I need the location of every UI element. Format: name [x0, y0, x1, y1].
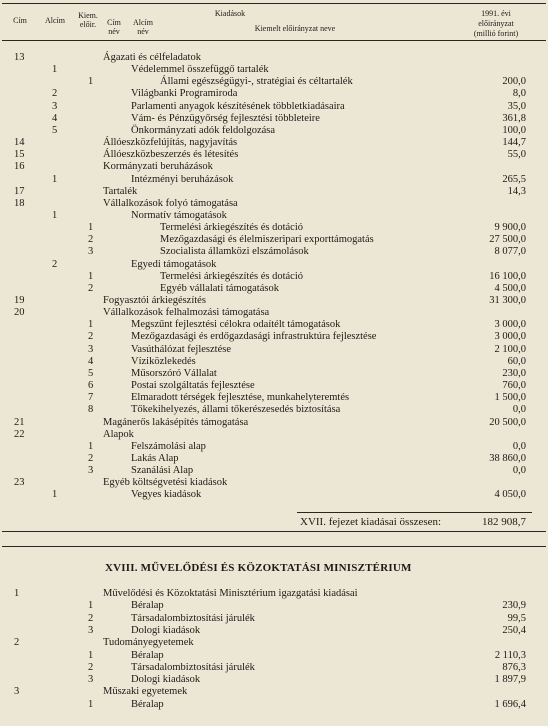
row-amount: 361,8: [502, 112, 526, 124]
table-row: [0, 368, 548, 379]
row-item-name: Postai szolgáltatás fejlesztése: [131, 380, 255, 392]
header-top-rule: [2, 3, 546, 4]
row-item-name: Béralap: [131, 600, 164, 612]
total-amount: 182 908,7: [482, 516, 526, 528]
row-alcim-number: 1: [52, 64, 58, 76]
row-alcim-number: 2: [52, 88, 58, 100]
table-row: [0, 198, 548, 209]
row-cim-number: 14: [14, 137, 25, 149]
table-row: [0, 331, 548, 342]
row-amount: 9 900,0: [494, 222, 526, 234]
row-eloir-number: 2: [88, 331, 94, 343]
row-item-name: Vegyes kiadások: [131, 489, 202, 501]
row-eloir-number: 2: [88, 661, 94, 673]
row-eloir-number: 3: [88, 343, 94, 355]
row-item-name: Béralap: [131, 649, 164, 661]
table-row: [0, 283, 548, 294]
table-row: [0, 356, 548, 367]
row-cim-number: 13: [14, 52, 25, 63]
row-eloir-number: 5: [88, 367, 94, 379]
row-eloir-number: 3: [88, 674, 94, 686]
row-item-name: Kormányzati beruházások: [103, 161, 213, 173]
row-item-name: Szanálási Alap: [131, 465, 194, 477]
row-item-name: Víziközlekedés: [131, 355, 196, 367]
row-item-name: Mezőgazdasági és élelmiszeripari exporttámogatás: [160, 234, 374, 246]
row-eloir-number: 8: [88, 404, 94, 416]
row-item-name: Védelemmel összefüggő tartalék: [131, 64, 269, 76]
row-item-name: Alapok: [103, 428, 134, 440]
row-amount: 8,0: [512, 88, 526, 100]
row-item-name: Egyedi támogatások: [131, 258, 217, 270]
row-amount: 14,3: [507, 185, 526, 197]
row-amount: 0,0: [512, 440, 526, 452]
table-row: [0, 686, 548, 697]
row-alcim-number: 1: [52, 173, 58, 185]
row-eloir-number: 1: [88, 319, 94, 331]
row-item-name: Ágazati és célfeladatok: [103, 52, 201, 63]
table-row: [0, 699, 548, 710]
table-row: [0, 76, 548, 87]
row-item-name: Elmaradott térségek fejlesztése, munkahelyteremtés: [131, 392, 350, 404]
header-alcim-nev: Alcím név: [133, 18, 153, 36]
table-row: [0, 588, 548, 599]
row-alcim-number: 3: [52, 100, 58, 112]
table-row: [0, 161, 548, 172]
row-item-name: Parlamenti anyagok készítésének többletkiadásaira: [131, 100, 345, 112]
row-amount: 250,4: [502, 624, 526, 636]
row-alcim-number: 5: [52, 124, 58, 136]
row-eloir-number: 2: [88, 234, 94, 246]
row-item-name: Normatív támogatások: [131, 209, 227, 221]
header-cim: Cím: [13, 16, 27, 25]
row-item-name: Szocialista államközi elszámolások: [160, 246, 309, 258]
row-item-name: Világbanki Programiroda: [131, 88, 238, 100]
table-row: [0, 429, 548, 440]
row-eloir-number: 4: [88, 355, 94, 367]
row-item-name: Dologi kiadások: [131, 674, 201, 686]
row-item-name: Mezőgazdasági és erdőgazdasági infrastruktúra fejlesztése: [131, 331, 377, 343]
row-amount: 20 500,0: [489, 416, 526, 428]
table-row: [0, 380, 548, 391]
row-item-name: Termelési árkiegészítés és dotáció: [160, 270, 303, 282]
row-item-name: Műsorszóró Vállalat: [131, 367, 217, 379]
table-row: [0, 234, 548, 245]
row-amount: 1 500,0: [494, 392, 526, 404]
total-label: XVII. fejezet kiadásai összesen:: [300, 516, 442, 528]
row-amount: 265,5: [502, 173, 526, 185]
table-row: [0, 662, 548, 673]
row-item-name: Vasúthálózat fejlesztése: [131, 343, 231, 355]
row-item-name: Állami egészségügyi-, stratégiai és céltartalék: [160, 76, 353, 88]
table-row: [0, 149, 548, 160]
row-amount: 2 100,0: [494, 343, 526, 355]
table-row: [0, 113, 548, 124]
row-amount: 16 100,0: [489, 270, 526, 282]
row-cim-number: 1: [14, 588, 20, 599]
table-row: [0, 637, 548, 648]
row-eloir-number: 7: [88, 392, 94, 404]
row-amount: 4 050,0: [494, 489, 526, 501]
row-item-name: Egyéb költségvetési kiadások: [103, 477, 228, 489]
row-item-name: Állóeszközbeszerzés és létesítés: [103, 149, 239, 161]
header-bottom-rule: [2, 40, 546, 41]
row-amount: 760,0: [502, 380, 526, 392]
table-row: [0, 137, 548, 148]
table-row: [0, 465, 548, 476]
row-cim-number: 17: [14, 185, 25, 197]
table-row: [0, 319, 548, 330]
row-amount: 4 500,0: [494, 282, 526, 294]
row-amount: 8 077,0: [494, 246, 526, 258]
table-row: [0, 210, 548, 221]
row-cim-number: 20: [14, 307, 25, 319]
row-item-name: Tudományegyetemek: [103, 637, 194, 649]
row-eloir-number: 2: [88, 282, 94, 294]
row-item-name: Termelési árkiegészítés és dotáció: [160, 222, 303, 234]
table-row: [0, 441, 548, 452]
header-cim-nev: Cím név: [107, 18, 121, 36]
row-alcim-number: 1: [52, 489, 58, 501]
table-row: [0, 489, 548, 500]
table-row: [0, 295, 548, 306]
row-item-name: Társadalombiztosítási járulék: [131, 661, 255, 673]
row-amount: 100,0: [502, 124, 526, 136]
row-cim-number: 15: [14, 149, 25, 161]
row-alcim-number: 2: [52, 258, 58, 270]
row-eloir-number: 2: [88, 452, 94, 464]
row-item-name: Magánerős lakásépítés támogatása: [103, 416, 249, 428]
row-amount: 60,0: [507, 355, 526, 367]
row-amount: 3 000,0: [494, 319, 526, 331]
row-item-name: Művelődési és Közoktatási Minisztérium igazgatási kiadásai: [103, 588, 358, 599]
table-row: [0, 174, 548, 185]
row-amount: 27 500,0: [489, 234, 526, 246]
row-eloir-number: 2: [88, 612, 94, 624]
row-eloir-number: 1: [88, 600, 94, 612]
row-cim-number: 21: [14, 416, 25, 428]
row-eloir-number: 1: [88, 222, 94, 234]
header-kiadasok: Kiadások: [214, 9, 246, 18]
row-cim-number: 23: [14, 477, 25, 489]
header-alcim: Alcím: [45, 16, 65, 25]
row-eloir-number: 6: [88, 380, 94, 392]
row-eloir-number: 1: [88, 649, 94, 661]
table-row: [0, 674, 548, 685]
row-eloir-number: 3: [88, 465, 94, 477]
row-cim-number: 3: [14, 686, 20, 698]
row-amount: 876,3: [502, 661, 526, 673]
table-row: [0, 246, 548, 257]
row-item-name: Tartalék: [103, 185, 138, 197]
row-amount: 38 860,0: [489, 452, 526, 464]
row-item-name: Béralap: [131, 698, 164, 710]
row-item-name: Tőkekihelyezés, állami tőkerészesedés biztosítása: [131, 404, 341, 416]
header-amount-2: előirányzat: [478, 19, 514, 28]
row-item-name: Állóeszközfelújítás, nagyjavítás: [103, 137, 238, 149]
section-divider-rule: [2, 546, 546, 547]
row-amount: 230,0: [502, 367, 526, 379]
table-row: [0, 186, 548, 197]
table-row: [0, 453, 548, 464]
row-amount: 31 300,0: [489, 295, 526, 306]
total-bottom-rule: [2, 531, 546, 532]
table-row: [0, 101, 548, 112]
table-row: [0, 625, 548, 636]
table-row: [0, 392, 548, 403]
row-eloir-number: 1: [88, 76, 94, 88]
row-amount: 1 696,4: [494, 698, 526, 710]
row-eloir-number: 3: [88, 624, 94, 636]
header-kiem-eloir: Kiem. előir.: [78, 11, 98, 29]
row-amount: 55,0: [507, 149, 526, 161]
row-item-name: Műszaki egyetemek: [103, 686, 188, 698]
header-amount-3: (millió forint): [473, 29, 519, 38]
row-item-name: Társadalombiztosítási járulék: [131, 612, 255, 624]
table-row: [0, 259, 548, 270]
row-item-name: Felszámolási alap: [131, 440, 206, 452]
row-item-name: Lakás Alap: [131, 452, 179, 464]
row-item-name: Vám- és Pénzügyőrség fejlesztési többleteire: [131, 112, 320, 124]
table-row: [0, 650, 548, 661]
row-item-name: Egyéb vállalati támogatások: [160, 282, 279, 294]
row-amount: 3 000,0: [494, 331, 526, 343]
row-cim-number: 18: [14, 197, 25, 209]
header-kiemelt-eloiranyzat: Kiemelt előirányzat neve: [254, 24, 336, 33]
row-cim-number: 16: [14, 161, 25, 173]
table-row: [0, 125, 548, 136]
total-top-rule: [297, 512, 532, 513]
row-item-name: Megszűnt fejlesztési célokra odaítélt támogatások: [131, 319, 341, 331]
table-row: [0, 344, 548, 355]
table-row: [0, 222, 548, 233]
row-item-name: Intézményi beruházások: [131, 173, 234, 185]
row-item-name: Vállalkozások folyó támogatása: [103, 197, 238, 209]
row-amount: 2 110,3: [494, 649, 526, 661]
row-amount: 200,0: [502, 76, 526, 88]
table-row: [0, 477, 548, 488]
row-item-name: Önkormányzati adók feldolgozása: [131, 124, 276, 136]
row-cim-number: 19: [14, 295, 25, 306]
header-amount-1: 1991. évi: [481, 9, 511, 18]
row-eloir-number: 1: [88, 698, 94, 710]
row-cim-number: 22: [14, 428, 25, 440]
row-amount: 0,0: [512, 404, 526, 416]
table-row: [0, 88, 548, 99]
row-amount: 99,5: [507, 612, 526, 624]
table-row: [0, 64, 548, 75]
row-amount: 1 897,9: [494, 674, 526, 686]
row-cim-number: 2: [14, 637, 20, 649]
row-eloir-number: 1: [88, 440, 94, 452]
row-eloir-number: 3: [88, 246, 94, 258]
row-amount: 35,0: [507, 100, 526, 112]
row-amount: 144,7: [502, 137, 526, 149]
row-amount: 230,9: [502, 600, 526, 612]
table-row: [0, 600, 548, 611]
row-item-name: Dologi kiadások: [131, 624, 201, 636]
row-item-name: Fogyasztói árkiegészítés: [103, 295, 206, 306]
row-alcim-number: 4: [52, 112, 58, 124]
table-row: [0, 404, 548, 415]
table-row: [0, 52, 548, 63]
row-item-name: Vállalkozások felhalmozási támogatása: [103, 307, 270, 319]
row-alcim-number: 1: [52, 209, 58, 221]
table-row: [0, 271, 548, 282]
table-row: [0, 307, 548, 318]
table-row: [0, 613, 548, 624]
table-row: [0, 417, 548, 428]
section-18-title: XVIII. MŰVELŐDÉSI ÉS KÖZOKTATÁSI MINISZTÉRIUM: [105, 562, 412, 574]
row-eloir-number: 1: [88, 270, 94, 282]
row-amount: 0,0: [512, 465, 526, 477]
